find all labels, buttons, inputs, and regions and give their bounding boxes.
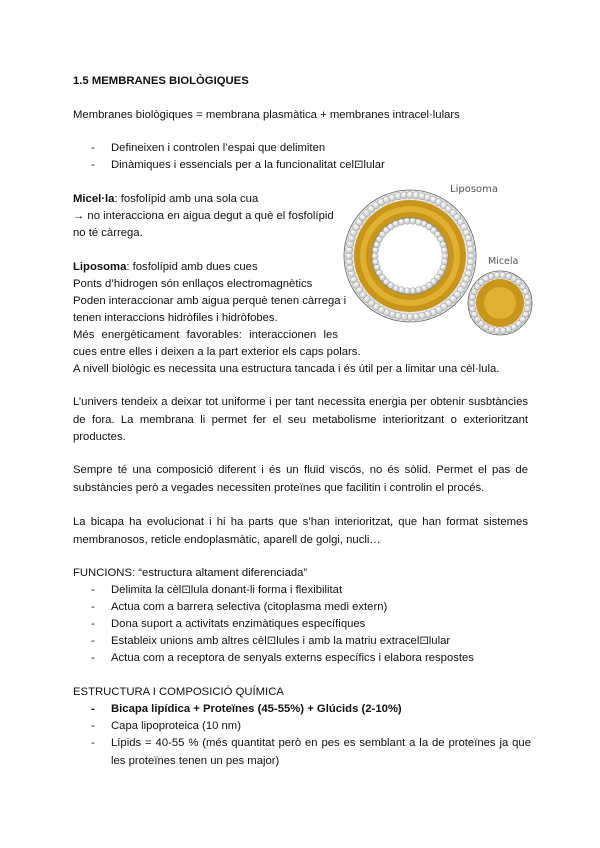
liposoma-line: cues entre elles i deixen a la part exterior els caps polars. <box>73 346 361 358</box>
micela-line: Micel·la: fosfolípid amb una sola cua <box>73 193 259 205</box>
membrane-illustration <box>340 178 534 352</box>
micela-line: no té càrrega. <box>73 227 143 239</box>
liposoma-line: A nivell biològic es necessita una estructura tancada i és útil per a limitar una cèl·lula. <box>73 363 500 375</box>
funcions-title: FUNCIONS: “estructura altament diferenciada” <box>73 567 308 579</box>
liposoma-line: Liposoma: fosfolípid amb dues cues <box>73 261 258 273</box>
liposoma-term: Liposoma <box>73 261 127 273</box>
document-page: 1.5 MEMBRANES BIOLÒGIQUES Membranes biològiques = membrana plasmàtica + membranes intracel·lulars - Defineixen i controlen l’espai que delimiten - Dinàmiques i essencials per a la funcionalitat cel⊡lular Micel·la: fosfolípid amb una sola cua → no interacciona en aigua degut a què el fosfolípid no té càrrega. Liposoma: fosfolípid amb dues cues Ponts d’hidrogen són enllaços electromagnètics Poden interaccionar amb aigua perquè tenen càrrega i tenen interaccions hidròfiles i hidròfobes. Més energèticament favorables: interaccionen les cues entre elles i deixen a la part exterior els caps polars. A nivell biològic es necessita una estructura tancada i és útil per a limitar una cèl·lula. Liposoma Micela L’univers tendeix a deixar tot uniforme i per tant necessita energia per obtenir susbtàncies de fora. La membrana li permet fer el seu metabolisme interioritzant o exterioritzant productes. Sempre té una composició diferent i és un fluid viscós, no és sòlid. Permet el pas de substàncies però a vegades necessiten proteïnes que facilitin i controlin el procés. La bicapa ha evolucionat i hi ha parts que s’han interioritzat, que han format sistemes membranosos, reticle endoplasmàtic, aparell de golgi, nucli… FUNCIONS: “estructura altament diferenciada” - Delimita la cèl⊡lula donant-li forma i flexibilitat - Actua com a barrera selectiva (citoplasma medi extern) - Dona suport a activitats enzimàtiques específiques - Estableix unions amb altres cèl⊡lules i amb la matriu extracel⊡lular - Actua com a receptora de senyals externs específics i elabora respostes ESTRUCTURA I COMPOSICIÓ QUÍMICA - Bicapa lipídica + Proteïnes (45-55%) + Glúcids (2-10%) - Capa lipoproteica (10 nm) - Lípids = 40-55 % (més quantitat però en pes es semblant a la de proteïnes ja que les proteïnes tenen un pes major) <box>0 0 600 848</box>
paragraph-composicio: Sempre té una composició diferent i és un fluid viscós, no és sòlid. Permet el pas de substàncies però a vegades necessiten proteïnes que facilitin i controlin el procés. <box>73 464 528 494</box>
paragraph-univers: L’univers tendeix a deixar tot uniforme i per tant necessita energia per obtenir susbtàncies de fora. La membrana li permet fer el seu metabolisme interioritzant o exterioritzant productes. <box>73 396 528 443</box>
micela-term: Micel·la <box>73 193 115 205</box>
liposoma-line: Poden interaccionar amb aigua perquè tenen càrrega i <box>73 295 347 307</box>
section-heading: 1.5 MEMBRANES BIOLÒGIQUES <box>73 75 249 87</box>
micela-line: → no interacciona en aigua degut a què el fosfolípid <box>73 210 334 222</box>
estructura-title: ESTRUCTURA I COMPOSICIÓ QUÍMICA <box>73 686 284 698</box>
liposoma-line: Ponts d’hidrogen són enllaços electromagnètics <box>73 278 313 290</box>
liposoma-line: Més energèticament favorables: interaccionen les <box>73 329 338 341</box>
liposome-label: Liposoma <box>450 184 499 195</box>
liposome-drawing <box>344 190 476 322</box>
intro-text: Membranes biològiques = membrana plasmàtica + membranes intracel·lulars <box>73 109 460 121</box>
liposome-micelle-figure <box>340 178 534 352</box>
micelle-drawing <box>468 271 532 335</box>
paragraph-bicapa: La bicapa ha evolucionat i hi ha parts que s’han interioritzat, que han format sistemes membranosos, reticle endoplasmàtic, aparell de golgi, nucli… <box>73 516 528 546</box>
micelle-label: Micela <box>488 256 519 267</box>
liposoma-line: tenen interaccions hidròfiles i hidròfobes. <box>73 312 278 324</box>
list-item: - Lípids = 40-55 % (més quantitat però en pes es semblant a la de proteïnes ja que les proteïnes tenen un pes major) <box>91 737 531 767</box>
